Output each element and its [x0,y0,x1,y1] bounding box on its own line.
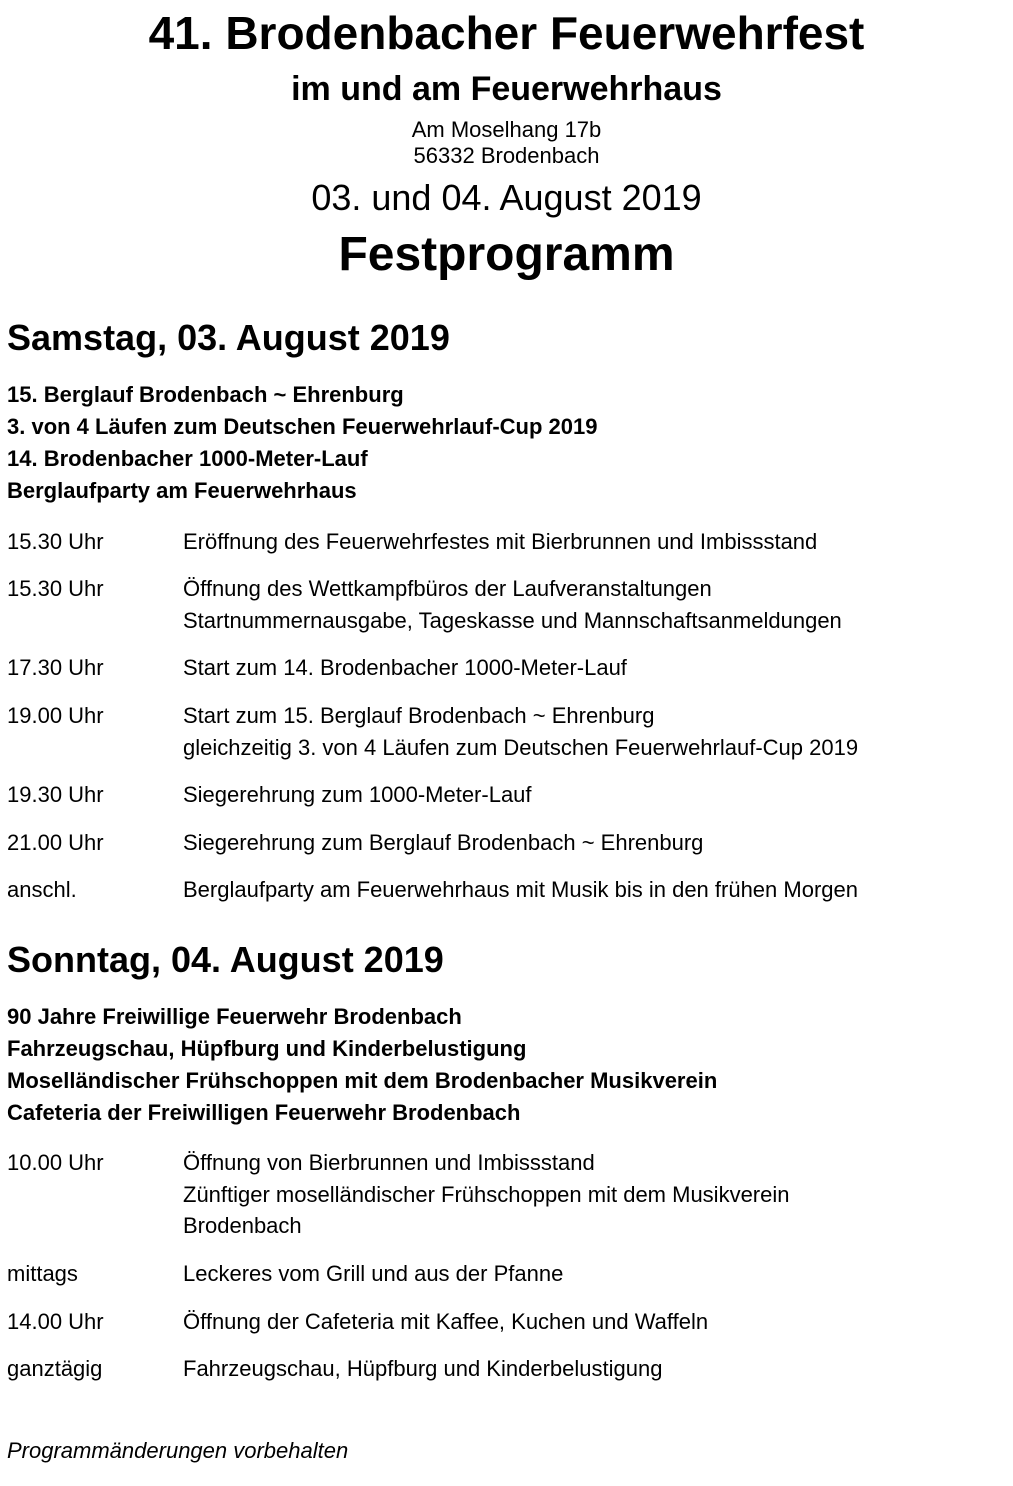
schedule-line: Zünftiger moselländischer Frühschoppen mit dem Musikverein [183,1181,790,1207]
schedule-description [183,1353,1003,1385]
schedule-line: Eröffnung des Feuerwehrfestes mit Bierbrunnen und Imbissstand [183,529,818,554]
schedule-description [183,1258,1003,1290]
schedule-line: Fahrzeugschau, Hüpfburg und Kinderbelustigung [183,1356,663,1381]
schedule-line: Öffnung des Wettkampfbüros der Laufveranstaltungen [183,576,712,601]
schedule-line: Siegerehrung zum 1000-Meter-Lauf [183,782,532,807]
schedule-description [183,874,1003,906]
saturday-heading: Samstag, 03. August 2019 [7,317,450,358]
schedule-line: Öffnung der Cafeteria mit Kaffee, Kuchen und Waffeln [183,1309,709,1334]
schedule-time: 15.30 Uhr [7,529,104,554]
schedule-time: 14.00 Uhr [7,1309,104,1334]
schedule-time: 19.30 Uhr [7,782,104,807]
schedule-time: ganztägig [7,1356,103,1381]
schedule-description [183,1147,1003,1242]
schedule-line: Siegerehrung zum Berglauf Brodenbach ~ Ehrenburg [183,830,704,855]
schedule-line: Leckeres vom Grill und aus der Pfanne [183,1261,564,1286]
sunday-highlight: Fahrzeugschau, Hüpfburg und Kinderbelustigung [7,1036,527,1061]
saturday-highlight: Berglaufparty am Feuerwehrhaus [7,478,357,503]
schedule-time: anschl. [7,877,77,902]
schedule-description [183,700,1003,763]
event-subtitle: im und am Feuerwehrhaus [291,70,722,108]
saturday-highlight: 3. von 4 Läufen zum Deutschen Feuerwehrlauf-Cup 2019 [7,414,598,439]
schedule-line: Startnummernausgabe, Tageskasse und Mannschaftsanmeldungen [183,607,842,633]
schedule-line: Brodenbach [183,1213,302,1238]
sunday-heading: Sonntag, 04. August 2019 [7,939,444,980]
schedule-description [183,652,1003,684]
saturday-highlight: 15. Berglauf Brodenbach ~ Ehrenburg [7,382,404,407]
program-title: Festprogramm [338,228,675,281]
schedule-line: Start zum 14. Brodenbacher 1000-Meter-Lauf [183,655,627,680]
event-dates: 03. und 04. August 2019 [311,177,702,218]
schedule-description [183,526,1003,558]
sunday-highlight: Cafeteria der Freiwilligen Feuerwehr Brodenbach [7,1100,521,1125]
schedule-line: gleichzeitig 3. von 4 Läufen zum Deutschen Feuerwehrlauf-Cup 2019 [183,734,859,760]
sunday-highlight: 90 Jahre Freiwillige Feuerwehr Brodenbach [7,1004,462,1029]
schedule-time: 10.00 Uhr [7,1150,104,1175]
address-street: Am Moselhang 17b [411,117,602,142]
saturday-highlight: 14. Brodenbacher 1000-Meter-Lauf [7,446,368,471]
schedule-time: 15.30 Uhr [7,576,104,601]
schedule-line: Berglaufparty am Feuerwehrhaus mit Musik bis in den frühen Morgen [183,877,858,902]
event-title: 41. Brodenbacher Feuerwehrfest [148,7,865,59]
schedule-time: mittags [7,1261,78,1286]
schedule-description [183,1306,1003,1338]
schedule-time: 17.30 Uhr [7,655,104,680]
schedule-time: 19.00 Uhr [7,703,104,728]
schedule-line: Start zum 15. Berglauf Brodenbach ~ Ehrenburg [183,703,655,728]
schedule-line: Öffnung von Bierbrunnen und Imbissstand [183,1150,595,1175]
sunday-highlight: Moselländischer Frühschoppen mit dem Brodenbacher Musikverein [7,1068,718,1093]
schedule-description [183,827,1003,859]
schedule-description [183,573,1003,636]
schedule-description [183,779,1003,811]
schedule-time: 21.00 Uhr [7,830,104,855]
address-city: 56332 Brodenbach [413,143,600,168]
program-changes-note: Programmänderungen vorbehalten [7,1438,349,1463]
